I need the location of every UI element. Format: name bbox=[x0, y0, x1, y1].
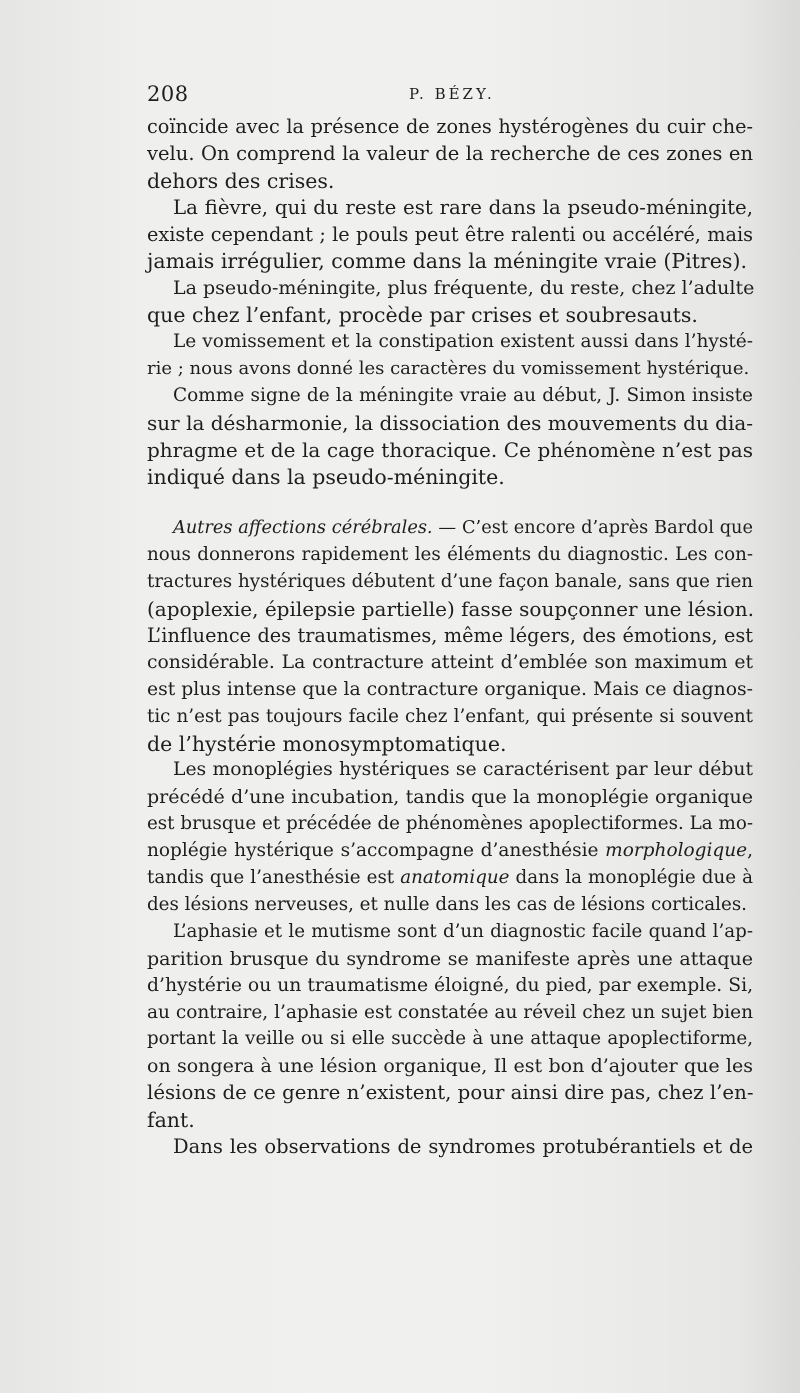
text-line: considérable. La contracture atteint d’emblée son maximum et bbox=[147, 651, 753, 673]
text-line: velu. On comprend la valeur de la recherche de ces zones en bbox=[147, 141, 753, 165]
body-text bbox=[147, 114, 753, 1161]
text-run: — C’est encore d’après Bardol que bbox=[432, 518, 753, 539]
text-line: coïncide avec la présence de zones hystérogènes du cuir che- bbox=[147, 115, 753, 138]
text-run: , bbox=[747, 840, 753, 862]
page-header bbox=[147, 82, 753, 112]
text-line: Dans les observations de syndromes protubérantiels et de bbox=[173, 1134, 753, 1158]
text-line: d’hystérie ou un traumatisme éloigné, du pied, par exemple. Si, bbox=[147, 974, 754, 996]
text-run: noplégie hystérique s’accompagne d’anesthésie bbox=[147, 840, 606, 862]
page-number: 208 bbox=[147, 82, 189, 106]
text-line: est plus intense que la contracture organique. Mais ce diagnos- bbox=[147, 678, 753, 700]
text-line: au contraire, l’aphasie est constatée au réveil chez un sujet bien bbox=[147, 1001, 753, 1023]
text-line: phragme et de la cage thoracique. Ce phénomène n’est pas bbox=[147, 437, 753, 462]
emphasis: morphologique bbox=[605, 840, 748, 862]
text-line: des lésions nerveuses, et nulle dans les cas de lésions corticales. bbox=[147, 893, 747, 915]
running-head: P. BÉZY. bbox=[409, 85, 495, 103]
text-line: tic n’est pas toujours facile chez l’enfant, qui présente si souvent bbox=[147, 705, 753, 727]
text-line: L’influence des traumatismes, même légers, des émotions, est bbox=[147, 624, 753, 648]
text-line: que chez l’enfant, procède par crises et soubresauts. bbox=[147, 303, 698, 328]
paragraph-gap bbox=[147, 490, 753, 515]
text-line: Le vomissement et la constipation existent aussi dans l’hysté- bbox=[173, 331, 753, 353]
text-line bbox=[147, 515, 753, 542]
text-line: existe cependant ; le pouls peut être ralenti ou accéléré, mais bbox=[147, 222, 753, 246]
text-line: lésions de ce genre n’existent, pour ainsi dire pas, chez l’en- bbox=[147, 1081, 754, 1105]
text-line: L’aphasie et le mutisme sont d’un diagnostic facile quand l’ap- bbox=[173, 920, 753, 942]
text-line: indiqué dans la pseudo-méningite. bbox=[147, 464, 505, 489]
text-line: précédé d’une incubation, tandis que la monoplégie organique bbox=[147, 786, 753, 809]
text-line: jamais irrégulier, comme dans la méningite vraie (Pitres). bbox=[147, 249, 747, 274]
text-run: tandis que l’anesthésie est bbox=[147, 867, 401, 889]
text-line: Comme signe de la méningite vraie au début, J. Simon insiste bbox=[173, 384, 753, 406]
text-line: (apoplexie, épilepsie partielle) fasse soupçonner une lésion. bbox=[147, 597, 755, 622]
text-line: La pseudo-méningite, plus fréquente, du reste, chez l’adulte bbox=[173, 277, 755, 300]
text-line: La fièvre, qui du reste est rare dans la pseudo-méningite, bbox=[173, 195, 753, 219]
text-line: nous donnerons rapidement les éléments du diagnostic. Les con- bbox=[147, 544, 753, 566]
text-line: rie ; nous avons donné les caractères du vomissement hystérique. bbox=[147, 358, 750, 380]
text-line: est brusque et précédée de phénomènes apoplectiformes. La mo- bbox=[147, 813, 753, 835]
text-line: parition brusque du syndrome se manifeste après une attaque bbox=[147, 947, 753, 970]
section-heading: Autres affections cérébrales. bbox=[173, 518, 433, 539]
text-line: Les monoplégies hystériques se caractérisent par leur début bbox=[173, 759, 753, 781]
text-line: on songera à une lésion organique, Il est bon d’ajouter que les bbox=[147, 1055, 753, 1078]
text-run: dans la monoplégie due à bbox=[509, 867, 753, 889]
text-line: fant. bbox=[147, 1108, 195, 1133]
text-line bbox=[147, 865, 753, 892]
text-line: tractures hystériques débutent d’une façon banale, sans que rien bbox=[147, 571, 753, 593]
text-line: dehors des crises. bbox=[147, 168, 335, 193]
text-line: portant la veille ou si elle succède à une attaque apoplectiforme, bbox=[147, 1028, 753, 1050]
emphasis: anatomique bbox=[400, 867, 510, 889]
text-line: de l’hystérie monosymptomatique. bbox=[147, 731, 507, 756]
text-line: sur la désharmonie, la dissociation des mouvements du dia- bbox=[147, 410, 754, 435]
text-line bbox=[147, 838, 753, 865]
